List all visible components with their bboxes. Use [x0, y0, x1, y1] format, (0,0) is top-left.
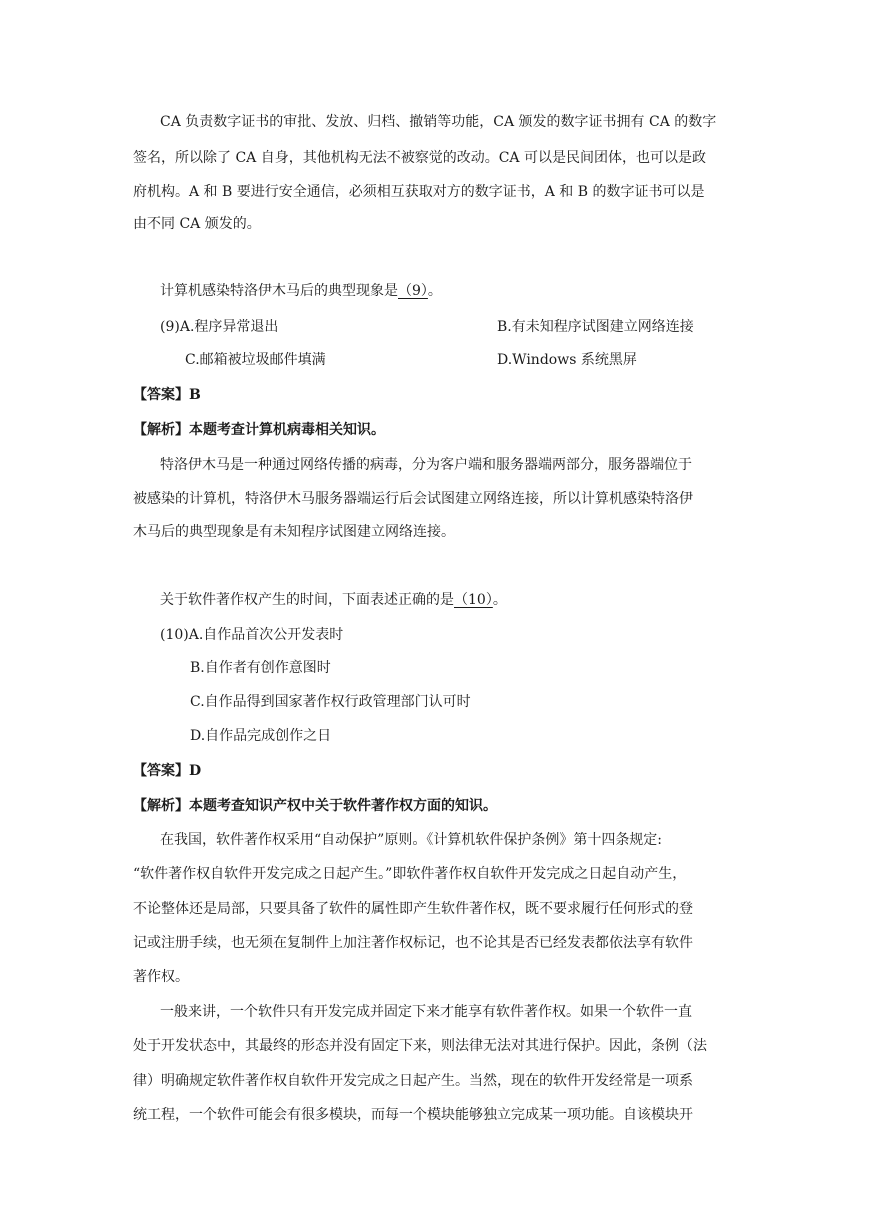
question-10-analysis-p1-line-3: 不论整体还是局部，只要具备了软件的属性即产生软件著作权，既不要求履行任何形式的登: [133, 901, 693, 917]
analysis-title: 本题考查计算机病毒相关知识。: [189, 422, 385, 438]
question-10-analysis-heading: [133, 796, 497, 816]
analysis-label: 【解析】: [133, 798, 189, 814]
para1-line-1: CA 负责数字证书的审批、发放、归档、撤销等功能，CA 颁发的数字证书拥有 CA 的数字: [160, 114, 717, 130]
question-10-stem-end: 。: [492, 592, 507, 608]
question-9-analysis-heading: [133, 420, 385, 440]
question-9-answer: [133, 385, 201, 405]
question-10-analysis-p1-line-4: 记或注册手续，也无须在复制件上加注著作权标记，也不论其是否已经发表都依法享有软件: [133, 935, 693, 951]
question-10-option-d: D.自作品完成创作之日: [190, 728, 332, 744]
question-10-analysis-p1-line-5: 著作权。: [133, 969, 189, 985]
answer-label: 【答案】: [133, 387, 189, 403]
question-10-option-b: B.自作者有创作意图时: [190, 660, 331, 676]
question-9-stem: [160, 281, 442, 301]
question-10-analysis-p2-line-3: 律）明确规定软件著作权自软件开发完成之日起产生。当然，现在的软件开发经常是一项系: [133, 1073, 693, 1089]
para1-line-2: 签名，所以除了 CA 自身，其他机构无法不被察觉的改动。CA 可以是民间团体，也可以是政: [133, 150, 706, 166]
question-9-stem-text: 计算机感染特洛伊木马后的典型现象是: [160, 283, 398, 299]
answer-value: D: [189, 763, 202, 779]
analysis-label: 【解析】: [133, 422, 189, 438]
para1-line-3: 府机构。A 和 B 要进行安全通信，必须相互获取对方的数字证书，A 和 B 的数字证书可以是: [133, 184, 705, 200]
question-9-analysis-line-1: 特洛伊木马是一种通过网络传播的病毒，分为客户端和服务器端两部分，服务器端位于: [160, 457, 692, 473]
question-9-option-d: D.Windows 系统黑屏: [497, 352, 637, 368]
question-10-analysis-p2-line-2: 处于开发状态中，其最终的形态并没有固定下来，则法律无法对其进行保护。因此，条例（法: [133, 1038, 707, 1054]
question-10-analysis-p2-line-1: 一般来讲，一个软件只有开发完成并固定下来才能享有软件著作权。如果一个软件一直: [160, 1004, 692, 1020]
question-9-option-c: C.邮箱被垃圾邮件填满: [185, 352, 326, 368]
question-9-analysis-line-3: 木马后的典型现象是有未知程序试图建立网络连接。: [133, 524, 455, 540]
question-10-stem-text: 关于软件著作权产生的时间，下面表述正确的是: [160, 592, 454, 608]
question-9-analysis-line-2: 被感染的计算机，特洛伊木马服务器端运行后会试图建立网络连接，所以计算机感染特洛伊: [133, 491, 693, 507]
answer-value: B: [189, 387, 201, 403]
question-9-option-a: (9)A.程序异常退出: [160, 319, 279, 335]
para1-line-4: 由不同 CA 颁发的。: [133, 216, 261, 232]
question-10-blank: （10）: [454, 592, 493, 608]
answer-label: 【答案】: [133, 763, 189, 779]
question-9-blank: （9）: [398, 283, 428, 299]
question-10-option-a: (10)A.自作品首次公开发表时: [160, 627, 344, 643]
analysis-title: 本题考查知识产权中关于软件著作权方面的知识。: [189, 798, 497, 814]
question-10-analysis-p1-line-2: “软件著作权自软件开发完成之日起产生。”即软件著作权自软件开发完成之日起自动产生，: [133, 866, 687, 882]
question-9-option-b: B.有未知程序试图建立网络连接: [497, 319, 694, 335]
question-10-analysis-p1-line-1: 在我国，软件著作权采用“自动保护”原则。《计算机软件保护条例》第十四条规定:: [160, 832, 663, 848]
question-10-answer: [133, 761, 201, 781]
question-10-stem: [160, 590, 507, 610]
question-10-analysis-p2-line-4: 统工程，一个软件可能会有很多模块，而每一个模块能够独立完成某一项功能。自该模块开: [133, 1107, 693, 1123]
question-10-option-c: C.自作品得到国家著作权行政管理部门认可时: [190, 694, 471, 710]
question-9-stem-end: 。: [427, 283, 442, 299]
